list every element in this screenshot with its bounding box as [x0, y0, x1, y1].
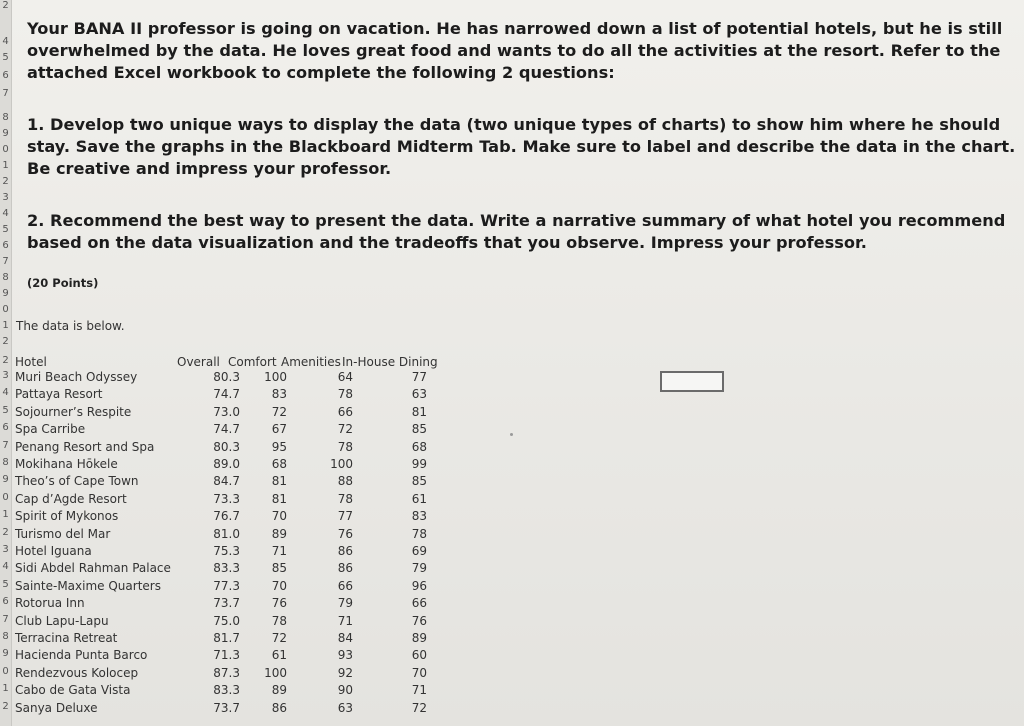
- row-number[interactable]: 1: [2, 509, 9, 521]
- row-number[interactable]: 3: [2, 370, 9, 381]
- table-row[interactable]: [13, 666, 433, 683]
- row-number[interactable]: 0: [2, 144, 9, 155]
- comfort-cell[interactable]: 72: [271, 404, 287, 419]
- overall-cell[interactable]: 80.3: [213, 439, 240, 454]
- row-number[interactable]: 5: [2, 224, 9, 235]
- overall-cell[interactable]: 73.0: [213, 404, 240, 419]
- hotel-name-cell[interactable]: Mokihana Hōkele: [15, 457, 118, 471]
- comfort-cell[interactable]: 71: [271, 544, 287, 558]
- hotel-name-cell[interactable]: Spirit of Mykonos: [15, 509, 119, 524]
- amenities-cell[interactable]: 86: [337, 544, 353, 558]
- overall-cell[interactable]: 74.7: [213, 422, 240, 437]
- table-row[interactable]: [13, 683, 433, 700]
- comfort-cell[interactable]: 89: [271, 526, 287, 541]
- row-number[interactable]: 8: [2, 272, 9, 283]
- hotel-name-cell[interactable]: Sainte-Maxime Quarters: [15, 578, 161, 593]
- comfort-cell[interactable]: 68: [271, 457, 287, 471]
- row-number[interactable]: 2: [2, 0, 9, 11]
- row-number[interactable]: 9: [2, 288, 9, 299]
- overall-cell[interactable]: 73.7: [213, 596, 240, 611]
- amenities-cell[interactable]: 79: [337, 596, 353, 611]
- overall-cell[interactable]: 74.7: [213, 387, 240, 402]
- row-number[interactable]: 2: [2, 176, 9, 187]
- row-number[interactable]: 6: [2, 240, 9, 251]
- row-number[interactable]: 6: [2, 422, 9, 434]
- amenities-cell[interactable]: 66: [337, 404, 353, 419]
- row-number[interactable]: 2: [2, 336, 9, 347]
- amenities-cell[interactable]: 88: [337, 474, 353, 489]
- hotel-name-cell[interactable]: Cap d’Agde Resort: [15, 491, 127, 506]
- overall-cell[interactable]: 73.3: [213, 491, 240, 506]
- row-number[interactable]: 0: [2, 665, 9, 677]
- amenities-cell[interactable]: 92: [337, 665, 353, 680]
- hotel-name-cell[interactable]: Sanya Deluxe: [15, 700, 98, 715]
- hotel-name-cell[interactable]: Rendezvous Kolocep: [15, 665, 139, 680]
- comfort-cell[interactable]: 81: [271, 474, 287, 489]
- table-row[interactable]: [13, 631, 433, 648]
- dining-cell[interactable]: 79: [411, 561, 427, 576]
- comfort-cell[interactable]: 100: [264, 665, 287, 680]
- header-amenities: Amenities: [281, 355, 341, 369]
- overall-cell[interactable]: 84.7: [213, 474, 240, 489]
- header-comfort: Comfort: [228, 355, 277, 369]
- comfort-cell[interactable]: 67: [271, 422, 287, 437]
- hotel-name-cell[interactable]: Rotorua Inn: [15, 596, 85, 611]
- overall-cell[interactable]: 77.3: [213, 578, 240, 593]
- row-number[interactable]: 6: [2, 70, 9, 81]
- row-number[interactable]: 1: [2, 320, 9, 331]
- row-number[interactable]: 2: [2, 526, 9, 538]
- amenities-cell[interactable]: 84: [337, 631, 353, 645]
- selected-cell[interactable]: [660, 371, 724, 392]
- hotel-name-cell[interactable]: Sojourner’s Respite: [15, 404, 132, 419]
- comfort-cell[interactable]: 70: [271, 509, 287, 524]
- table-row[interactable]: [13, 492, 433, 509]
- comfort-cell[interactable]: 81: [271, 491, 287, 506]
- amenities-cell[interactable]: 76: [337, 526, 353, 541]
- dining-cell[interactable]: 76: [411, 613, 427, 628]
- overall-cell[interactable]: 75.0: [213, 613, 240, 628]
- dining-cell[interactable]: 71: [411, 683, 427, 698]
- points-label: (20 Points): [27, 276, 99, 290]
- hotel-name-cell[interactable]: Theo’s of Cape Town: [15, 474, 139, 489]
- hotel-name-cell[interactable]: Hotel Iguana: [15, 544, 92, 558]
- row-number[interactable]: 4: [2, 36, 9, 47]
- amenities-cell[interactable]: 63: [337, 700, 353, 715]
- dining-cell[interactable]: 68: [411, 439, 427, 454]
- dining-cell[interactable]: 69: [411, 544, 427, 558]
- comfort-cell[interactable]: 83: [271, 387, 287, 402]
- row-number[interactable]: 3: [2, 544, 9, 555]
- amenities-cell[interactable]: 71: [337, 613, 353, 628]
- amenities-cell[interactable]: 66: [337, 578, 353, 593]
- table-row[interactable]: [13, 509, 433, 526]
- table-row[interactable]: [13, 596, 433, 613]
- question-1: 1. Develop two unique ways to display the data (two unique types of charts) to show him where he should stay. Save the graphs in the Blackboard Midterm Tab. Make sure to label and describe the data in the chart. Be creative and impress your professor.: [27, 115, 1016, 178]
- comfort-cell[interactable]: 72: [271, 631, 287, 645]
- comfort-cell[interactable]: 86: [271, 700, 287, 715]
- table-row[interactable]: [13, 544, 433, 561]
- dining-cell[interactable]: 89: [411, 631, 427, 645]
- hotel-name-cell[interactable]: Pattaya Resort: [15, 387, 103, 402]
- row-number[interactable]: 4: [2, 561, 9, 573]
- dining-cell[interactable]: 81: [411, 404, 427, 419]
- overall-cell[interactable]: 83.3: [213, 683, 240, 698]
- comfort-cell[interactable]: 89: [271, 683, 287, 698]
- dining-cell[interactable]: 99: [411, 457, 427, 471]
- question-2: 2. Recommend the best way to present the data. Write a narrative summary of what hotel you recommend based on the data visualization and the tradeoffs that you observe. Impress your professor.: [27, 211, 1006, 252]
- table-row[interactable]: [13, 474, 433, 491]
- hotel-name-cell[interactable]: Turismo del Mar: [15, 526, 111, 541]
- table-row[interactable]: [13, 527, 433, 544]
- table-row[interactable]: [13, 579, 433, 596]
- comfort-cell[interactable]: 78: [271, 613, 287, 628]
- table-row[interactable]: [13, 422, 433, 439]
- dining-cell[interactable]: 61: [411, 491, 427, 506]
- comfort-cell[interactable]: 95: [271, 439, 287, 454]
- dining-cell[interactable]: 83: [411, 509, 427, 524]
- hotel-name-cell[interactable]: Sidi Abdel Rahman Palace: [15, 561, 171, 576]
- amenities-cell[interactable]: 86: [337, 561, 353, 576]
- row-number[interactable]: 9: [2, 648, 9, 660]
- row-number[interactable]: 1: [2, 160, 9, 171]
- dining-cell[interactable]: 77: [411, 370, 427, 384]
- table-row[interactable]: [13, 370, 433, 387]
- row-number[interactable]: 0: [2, 304, 9, 315]
- comfort-cell[interactable]: 76: [271, 596, 287, 611]
- table-row[interactable]: [13, 614, 433, 631]
- comfort-cell[interactable]: 70: [271, 578, 287, 593]
- overall-cell[interactable]: 71.3: [213, 648, 240, 663]
- row-number[interactable]: 8: [2, 112, 9, 123]
- amenities-cell[interactable]: 90: [337, 683, 353, 698]
- dining-cell[interactable]: 96: [411, 578, 427, 593]
- comfort-cell[interactable]: 61: [271, 648, 287, 663]
- table-row[interactable]: [13, 648, 433, 665]
- header-overall: Overall: [177, 355, 220, 369]
- row-number[interactable]: 4: [2, 208, 9, 219]
- table-row[interactable]: [13, 440, 433, 457]
- hotel-name-cell[interactable]: Cabo de Gata Vista: [15, 683, 131, 698]
- overall-cell[interactable]: 81.7: [213, 631, 240, 645]
- row-number[interactable]: 6: [2, 596, 9, 608]
- dining-cell[interactable]: 85: [411, 422, 427, 437]
- table-row[interactable]: [13, 405, 433, 422]
- row-number[interactable]: 7: [2, 88, 9, 99]
- comfort-cell[interactable]: 100: [264, 370, 287, 384]
- amenities-cell[interactable]: 72: [337, 422, 353, 437]
- data-intro-label: The data is below.: [16, 319, 125, 333]
- row-number[interactable]: 3: [2, 192, 9, 203]
- row-number[interactable]: 5: [2, 404, 9, 416]
- row-number[interactable]: 0: [2, 491, 9, 503]
- table-row[interactable]: [13, 561, 433, 578]
- cursor-dot: [510, 433, 513, 436]
- row-number[interactable]: 2: [2, 355, 9, 366]
- row-number[interactable]: 7: [2, 256, 9, 267]
- dining-cell[interactable]: 60: [411, 648, 427, 663]
- overall-cell[interactable]: 81.0: [213, 526, 240, 541]
- hotel-name-cell[interactable]: Muri Beach Odyssey: [15, 370, 138, 384]
- amenities-cell[interactable]: 78: [337, 387, 353, 402]
- amenities-cell[interactable]: 78: [337, 491, 353, 506]
- comfort-cell[interactable]: 85: [271, 561, 287, 576]
- header-in-house-dining: In-House Dining: [342, 355, 438, 369]
- dining-cell[interactable]: 85: [411, 474, 427, 489]
- row-number[interactable]: 9: [2, 474, 9, 486]
- row-number[interactable]: 5: [2, 52, 9, 63]
- row-number[interactable]: 9: [2, 128, 9, 139]
- header-hotel: Hotel: [15, 355, 47, 369]
- overall-cell[interactable]: 87.3: [213, 665, 240, 680]
- dining-cell[interactable]: 70: [411, 665, 427, 680]
- overall-cell[interactable]: 80.3: [213, 370, 240, 384]
- row-number[interactable]: 8: [2, 631, 9, 642]
- hotel-name-cell[interactable]: Club Lapu-Lapu: [15, 613, 109, 628]
- hotel-name-cell[interactable]: Penang Resort and Spa: [15, 439, 155, 454]
- table-row[interactable]: [13, 457, 433, 474]
- dining-cell[interactable]: 72: [411, 700, 427, 715]
- table-row[interactable]: [13, 387, 433, 404]
- amenities-cell[interactable]: 64: [337, 370, 353, 384]
- row-number[interactable]: 5: [2, 578, 9, 590]
- overall-cell[interactable]: 75.3: [213, 544, 240, 558]
- dining-cell[interactable]: 78: [411, 526, 427, 541]
- hotel-name-cell[interactable]: Terracina Retreat: [15, 631, 118, 645]
- amenities-cell[interactable]: 78: [337, 439, 353, 454]
- dining-cell[interactable]: 63: [411, 387, 427, 402]
- row-number[interactable]: 2: [2, 700, 9, 712]
- amenities-cell[interactable]: 93: [337, 648, 353, 663]
- row-number[interactable]: 4: [2, 387, 9, 399]
- amenities-cell[interactable]: 77: [337, 509, 353, 524]
- row-number[interactable]: 7: [2, 613, 9, 625]
- overall-cell[interactable]: 89.0: [213, 457, 240, 471]
- overall-cell[interactable]: 83.3: [213, 561, 240, 576]
- amenities-cell[interactable]: 100: [330, 457, 353, 471]
- intro-paragraph: Your BANA II professor is going on vacation. He has narrowed down a list of potential hotels, but he is still overwhelmed by the data. He loves great food and wants to do all the activities at the resort. Refer to the attached Excel workbook to complete the following 2 questions:: [27, 19, 1003, 82]
- dining-cell[interactable]: 66: [411, 596, 427, 611]
- row-number[interactable]: 1: [2, 683, 9, 695]
- hotel-name-cell[interactable]: Spa Carribe: [15, 422, 86, 437]
- overall-cell[interactable]: 73.7: [213, 700, 240, 715]
- row-number[interactable]: 8: [2, 457, 9, 468]
- hotel-name-cell[interactable]: Hacienda Punta Barco: [15, 648, 148, 663]
- overall-cell[interactable]: 76.7: [213, 509, 240, 524]
- table-row[interactable]: [13, 701, 433, 718]
- row-number[interactable]: 7: [2, 439, 9, 451]
